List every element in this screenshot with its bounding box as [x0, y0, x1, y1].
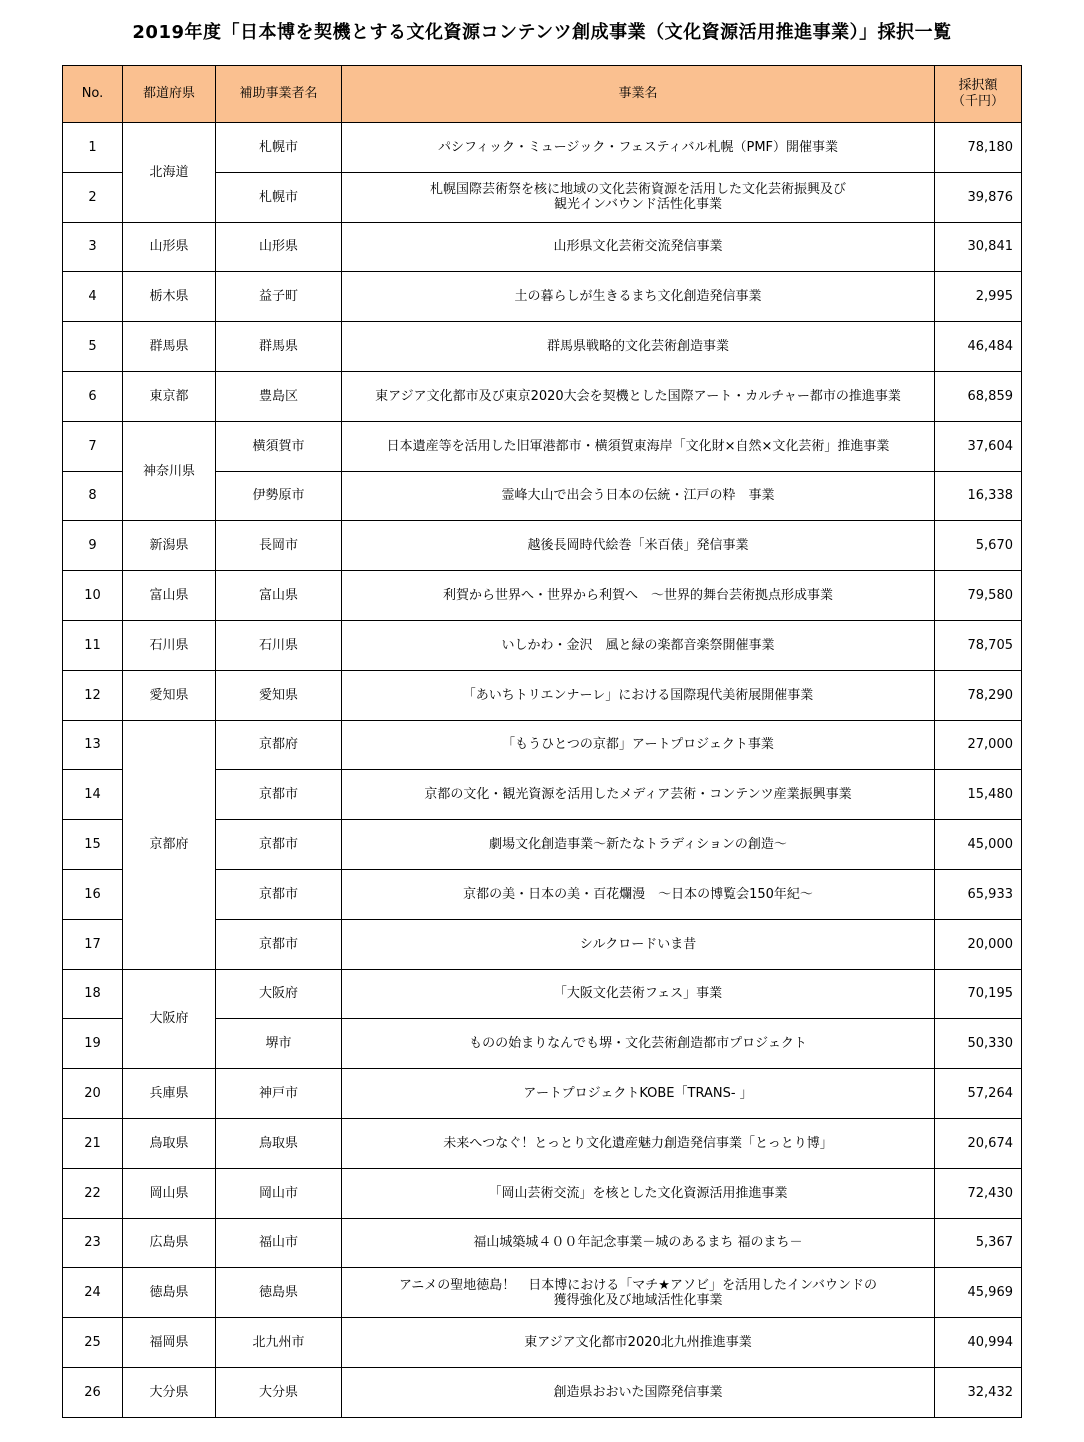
cell-organization: 徳島県 [216, 1268, 342, 1318]
cell-amount: 45,000 [935, 820, 1022, 870]
table-row [63, 521, 1022, 571]
cell-no: 8 [63, 471, 123, 521]
cell-organization: 石川県 [216, 620, 342, 670]
cell-organization: 愛知県 [216, 670, 342, 720]
cell-organization: 岡山市 [216, 1168, 342, 1218]
cell-amount: 79,580 [935, 571, 1022, 621]
cell-project-name: 未来へつなぐ！とっとり文化遺産魅力創造発信事業「とっとり博」 [342, 1118, 935, 1168]
cell-prefecture: 東京都 [123, 371, 216, 421]
header-project-name: 事業名 [342, 66, 935, 123]
cell-amount: 20,000 [935, 919, 1022, 969]
table-row [63, 1268, 1022, 1318]
cell-project-name: 越後長岡時代絵巻「米百俵」発信事業 [342, 521, 935, 571]
cell-organization: 札幌市 [216, 123, 342, 173]
table-header [63, 66, 1022, 123]
cell-organization: 堺市 [216, 1019, 342, 1069]
cell-amount: 5,367 [935, 1218, 1022, 1268]
header-row [63, 66, 1022, 123]
cell-prefecture: 神奈川県 [123, 421, 216, 521]
cell-no: 4 [63, 272, 123, 322]
cell-project-name: 「もうひとつの京都」アートプロジェクト事業 [342, 720, 935, 770]
header-amount: 採択額 （千円） [935, 66, 1022, 123]
cell-project-name: 京都の文化・観光資源を活用したメディア芸術・コンテンツ産業振興事業 [342, 770, 935, 820]
table-row [63, 720, 1022, 770]
cell-amount: 46,484 [935, 322, 1022, 372]
cell-no: 13 [63, 720, 123, 770]
cell-amount: 16,338 [935, 471, 1022, 521]
cell-project-name: アニメの聖地徳島！ 日本博における「マチ★アソビ」を活用したインバウンドの 獲得強化及び地域活性化事業 [342, 1268, 935, 1318]
cell-prefecture: 栃木県 [123, 272, 216, 322]
cell-no: 19 [63, 1019, 123, 1069]
cell-prefecture: 富山県 [123, 571, 216, 621]
cell-no: 11 [63, 620, 123, 670]
table-row [63, 322, 1022, 372]
cell-project-name: 利賀から世界へ・世界から利賀へ ～世界的舞台芸術拠点形成事業 [342, 571, 935, 621]
cell-project-name: 山形県文化芸術交流発信事業 [342, 222, 935, 272]
cell-no: 24 [63, 1268, 123, 1318]
cell-no: 7 [63, 421, 123, 471]
cell-project-name: パシフィック・ミュージック・フェスティバル札幌（PMF）開催事業 [342, 123, 935, 173]
cell-no: 20 [63, 1069, 123, 1119]
cell-prefecture: 石川県 [123, 620, 216, 670]
cell-no: 17 [63, 919, 123, 969]
cell-amount: 57,264 [935, 1069, 1022, 1119]
cell-amount: 72,430 [935, 1168, 1022, 1218]
cell-no: 3 [63, 222, 123, 272]
cell-project-name: シルクロードいま昔 [342, 919, 935, 969]
cell-organization: 福山市 [216, 1218, 342, 1268]
table-row [63, 969, 1022, 1019]
adoption-table [62, 65, 1022, 1418]
cell-project-name: 東アジア文化都市2020北九州推進事業 [342, 1318, 935, 1368]
cell-no: 21 [63, 1118, 123, 1168]
cell-project-name: いしかわ・金沢 風と緑の楽都音楽祭開催事業 [342, 620, 935, 670]
cell-project-name: 福山城築城４００年記念事業－城のあるまち 福のまち－ [342, 1218, 935, 1268]
page-title: 2019年度「日本博を契機とする文化資源コンテンツ創成事業（文化資源活用推進事業）」採択一覧 [132, 22, 952, 43]
cell-amount: 20,674 [935, 1118, 1022, 1168]
cell-project-name: 土の暮らしが生きるまち文化創造発信事業 [342, 272, 935, 322]
cell-no: 23 [63, 1218, 123, 1268]
table-row [63, 1118, 1022, 1168]
table-row [63, 1218, 1022, 1268]
table-row [63, 620, 1022, 670]
cell-project-name: 札幌国際芸術祭を核に地域の文化芸術資源を活用した文化芸術振興及び 観光インバウンド活性化事業 [342, 172, 935, 222]
table-row [63, 123, 1022, 173]
cell-prefecture: 群馬県 [123, 322, 216, 372]
cell-no: 1 [63, 123, 123, 173]
header-no: No. [63, 66, 123, 123]
table-row [63, 222, 1022, 272]
table-row [63, 371, 1022, 421]
cell-organization: 大阪府 [216, 969, 342, 1019]
cell-prefecture: 兵庫県 [123, 1069, 216, 1119]
table-row [63, 1367, 1022, 1417]
cell-prefecture: 大阪府 [123, 969, 216, 1069]
cell-no: 9 [63, 521, 123, 571]
cell-organization: 京都府 [216, 720, 342, 770]
cell-no: 15 [63, 820, 123, 870]
cell-project-name: 群馬県戦略的文化芸術創造事業 [342, 322, 935, 372]
header-prefecture: 都道府県 [123, 66, 216, 123]
cell-project-name: 京都の美・日本の美・百花爛漫 ～日本の博覧会150年紀～ [342, 869, 935, 919]
cell-amount: 37,604 [935, 421, 1022, 471]
cell-no: 22 [63, 1168, 123, 1218]
cell-project-name: 劇場文化創造事業～新たなトラディションの創造～ [342, 820, 935, 870]
cell-amount: 27,000 [935, 720, 1022, 770]
cell-no: 16 [63, 869, 123, 919]
cell-amount: 15,480 [935, 770, 1022, 820]
cell-organization: 山形県 [216, 222, 342, 272]
cell-amount: 78,705 [935, 620, 1022, 670]
table-row [63, 272, 1022, 322]
cell-project-name: 「岡山芸術交流」を核とした文化資源活用推進事業 [342, 1168, 935, 1218]
cell-amount: 78,290 [935, 670, 1022, 720]
cell-prefecture: 岡山県 [123, 1168, 216, 1218]
cell-organization: 京都市 [216, 869, 342, 919]
cell-organization: 伊勢原市 [216, 471, 342, 521]
cell-prefecture: 北海道 [123, 123, 216, 223]
cell-prefecture: 大分県 [123, 1367, 216, 1417]
cell-project-name: ものの始まりなんでも堺・文化芸術創造都市プロジェクト [342, 1019, 935, 1069]
cell-prefecture: 新潟県 [123, 521, 216, 571]
cell-amount: 70,195 [935, 969, 1022, 1019]
table-row [63, 421, 1022, 471]
cell-no: 14 [63, 770, 123, 820]
cell-organization: 京都市 [216, 770, 342, 820]
cell-project-name: 日本遺産等を活用した旧軍港都市・横須賀東海岸「文化財×自然×文化芸術」推進事業 [342, 421, 935, 471]
cell-organization: 京都市 [216, 919, 342, 969]
cell-amount: 78,180 [935, 123, 1022, 173]
cell-no: 6 [63, 371, 123, 421]
cell-prefecture: 山形県 [123, 222, 216, 272]
cell-project-name: 「大阪文化芸術フェス」事業 [342, 969, 935, 1019]
cell-amount: 2,995 [935, 272, 1022, 322]
cell-amount: 45,969 [935, 1268, 1022, 1318]
cell-prefecture: 京都府 [123, 720, 216, 969]
cell-organization: 長岡市 [216, 521, 342, 571]
cell-no: 10 [63, 571, 123, 621]
cell-amount: 39,876 [935, 172, 1022, 222]
cell-no: 26 [63, 1367, 123, 1417]
cell-prefecture: 広島県 [123, 1218, 216, 1268]
cell-amount: 32,432 [935, 1367, 1022, 1417]
cell-organization: 鳥取県 [216, 1118, 342, 1168]
cell-organization: 豊島区 [216, 371, 342, 421]
cell-organization: 大分県 [216, 1367, 342, 1417]
cell-project-name: アートプロジェクトKOBE「TRANS- 」 [342, 1069, 935, 1119]
cell-organization: 京都市 [216, 820, 342, 870]
cell-project-name: 「あいちトリエンナーレ」における国際現代美術展開催事業 [342, 670, 935, 720]
cell-project-name: 創造県おおいた国際発信事業 [342, 1367, 935, 1417]
cell-no: 25 [63, 1318, 123, 1368]
table-row [63, 1318, 1022, 1368]
cell-no: 12 [63, 670, 123, 720]
cell-organization: 富山県 [216, 571, 342, 621]
cell-prefecture: 福岡県 [123, 1318, 216, 1368]
cell-amount: 65,933 [935, 869, 1022, 919]
cell-prefecture: 鳥取県 [123, 1118, 216, 1168]
cell-amount: 68,859 [935, 371, 1022, 421]
table-row [63, 670, 1022, 720]
cell-no: 18 [63, 969, 123, 1019]
table-row [63, 571, 1022, 621]
cell-no: 5 [63, 322, 123, 372]
cell-prefecture: 愛知県 [123, 670, 216, 720]
table-body [63, 123, 1022, 1418]
cell-amount: 50,330 [935, 1019, 1022, 1069]
cell-no: 2 [63, 172, 123, 222]
cell-project-name: 霊峰大山で出会う日本の伝統・江戸の粋 事業 [342, 471, 935, 521]
cell-organization: 神戸市 [216, 1069, 342, 1119]
cell-prefecture: 徳島県 [123, 1268, 216, 1318]
cell-organization: 札幌市 [216, 172, 342, 222]
table-row [63, 1168, 1022, 1218]
cell-organization: 益子町 [216, 272, 342, 322]
header-organization: 補助事業者名 [216, 66, 342, 123]
cell-organization: 横須賀市 [216, 421, 342, 471]
cell-amount: 40,994 [935, 1318, 1022, 1368]
table-row [63, 1069, 1022, 1119]
cell-organization: 群馬県 [216, 322, 342, 372]
cell-amount: 5,670 [935, 521, 1022, 571]
cell-amount: 30,841 [935, 222, 1022, 272]
cell-project-name: 東アジア文化都市及び東京2020大会を契機とした国際アート・カルチャー都市の推進事業 [342, 371, 935, 421]
cell-organization: 北九州市 [216, 1318, 342, 1368]
